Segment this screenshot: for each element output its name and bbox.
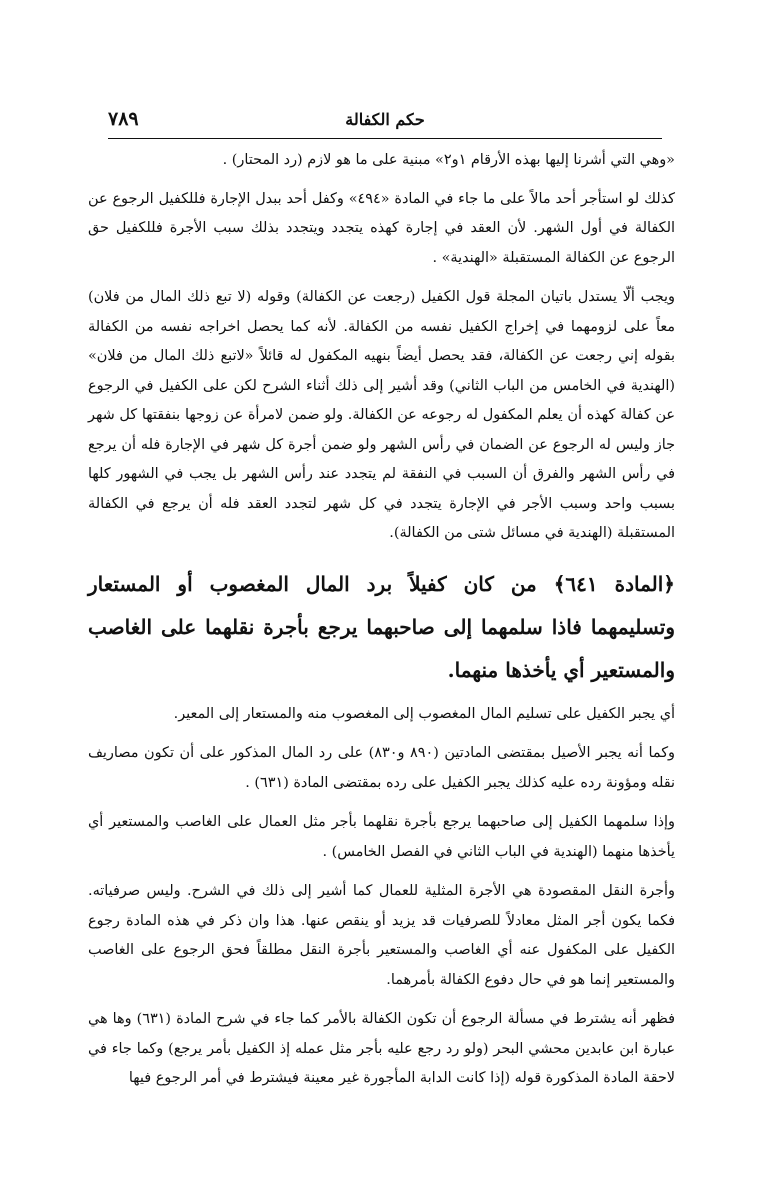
commentary-paragraph: وأجرة النقل المقصودة هي الأجرة المثلية للعمال كما أشير إلى ذلك في الشرح. وليس صرفياته. فكما يكون أجر المثل معادلاً للصرفيات قد يزيد أو ينقص عنها. هذا وان ذكر في هذه المادة رجوع الكفيل على المكفول عنه أي الغاصب والمستعير بأجرة النقل مطلقاً فحق الرجوع على الغاصب والمستعير إنما هو في حال دفوع الكفالة بأمرهما. xyxy=(88,883,675,988)
commentary-paragraph: أي يجبر الكفيل على تسليم المال المغصوب إلى المغصوب منه والمستعار إلى المعير. xyxy=(173,705,675,722)
article-label: ﴿المادة ٦٤١﴾ xyxy=(553,571,675,596)
commentary-paragraph: وكما أنه يجبر الأصيل بمقتضى المادتين (٨٩٠ و٨٣٠) على رد المال المذكور على أن تكون مصاريف نقله ومؤونة رده عليه كذلك يجبر الكفيل على رده بمقتضى المادة (٦٣١) . xyxy=(88,745,675,791)
article-heading xyxy=(88,563,675,692)
paragraph: ويجب ألّا يستدل باتيان المجلة قول الكفيل (رجعت عن الكفالة) وقوله (لا تبع ذلك المال من فلان) معاً على لزومهما في إخراج الكفيل نفسه من الكفالة. لأنه كما يحصل اخراجه نفسه من الكفالة بقوله إني رجعت عن الكفالة، فقد يحصل أيضاً بنهيه المكفول له قائلاً «لاتبع ذلك المال من فلان» (الهندية في الخامس من الباب الثاني) وقد أشير إلى ذلك أثناء الشرح لكن على الكفيل في الرجوع عن كفالة كهذه أن يعلم المكفول له رجوعه عن الكفالة. ولو ضمن لامرأة عن زوجها بنفقتها كل شهر جاز وليس له الرجوع عن الضمان في رأس الشهر ولو ضمن أجرة كل شهر في الإجارة فله أن يرجع في رأس الشهر والفرق أن السبب في النفقة لم يتجدد عند رأس الشهر بل يجب في الشهور كلها بسبب واحد وسبب الأجر في الإجارة يتجدد في كل شهر لتجدد العقد فله أن يرجع في الكفالة المستقبلة (الهندية في مسائل شتى من الكفالة). xyxy=(88,289,675,541)
page-body xyxy=(88,146,675,1104)
commentary-paragraph: وإذا سلمهما الكفيل إلى صاحبهما يرجع بأجرة نقلهما بأجر مثل العمال على الغاصب والمستعير أي يأخذها منهما (الهندية في الباب الثاني في الفصل الخامس) . xyxy=(88,814,675,860)
paragraph: كذلك لو استأجر أحد مالاً على ما جاء في المادة «٤٩٤» وكفل أحد ببدل الإجارة فللكفيل الرجوع عن الكفالة في أول الشهر. لأن العقد في إجارة كهذه يتجدد ويتجدد بذلك سبب الأجرة فللكفيل حق الرجوع عن الكفالة المستقبلة «الهندية» . xyxy=(88,190,675,266)
page-header xyxy=(108,104,662,139)
running-title: حكم الكفالة xyxy=(345,110,425,129)
paragraph: «وهي التي أشرنا إليها بهذه الأرقام ١و٢» مبنية على ما هو لازم (رد المحتار) . xyxy=(222,152,675,168)
commentary-paragraph: فظهر أنه يشترط في مسألة الرجوع أن تكون الكفالة بالأمر كما جاء في شرح المادة (٦٣١) وها هي عبارة ابن عابدين محشي البحر (ولو رد رجع عليه بأجر مثل عمله إذ الكفيل بأمر يرجع) وكما جاء في لاحقة المادة المذكورة قوله (إذا كانت الدابة المأجورة غير معينة فيشترط في أمر الرجوع فيها xyxy=(88,1011,675,1086)
page-number: ٧٨٩ xyxy=(108,108,139,130)
article-text: من كان كفيلاً برد المال المغصوب أو المستعار وتسليمهما فاذا سلمهما إلى صاحبهما يرجع بأجرة نقلهما على الغاصب والمستعير أي يأخذها منهما. xyxy=(88,571,675,682)
